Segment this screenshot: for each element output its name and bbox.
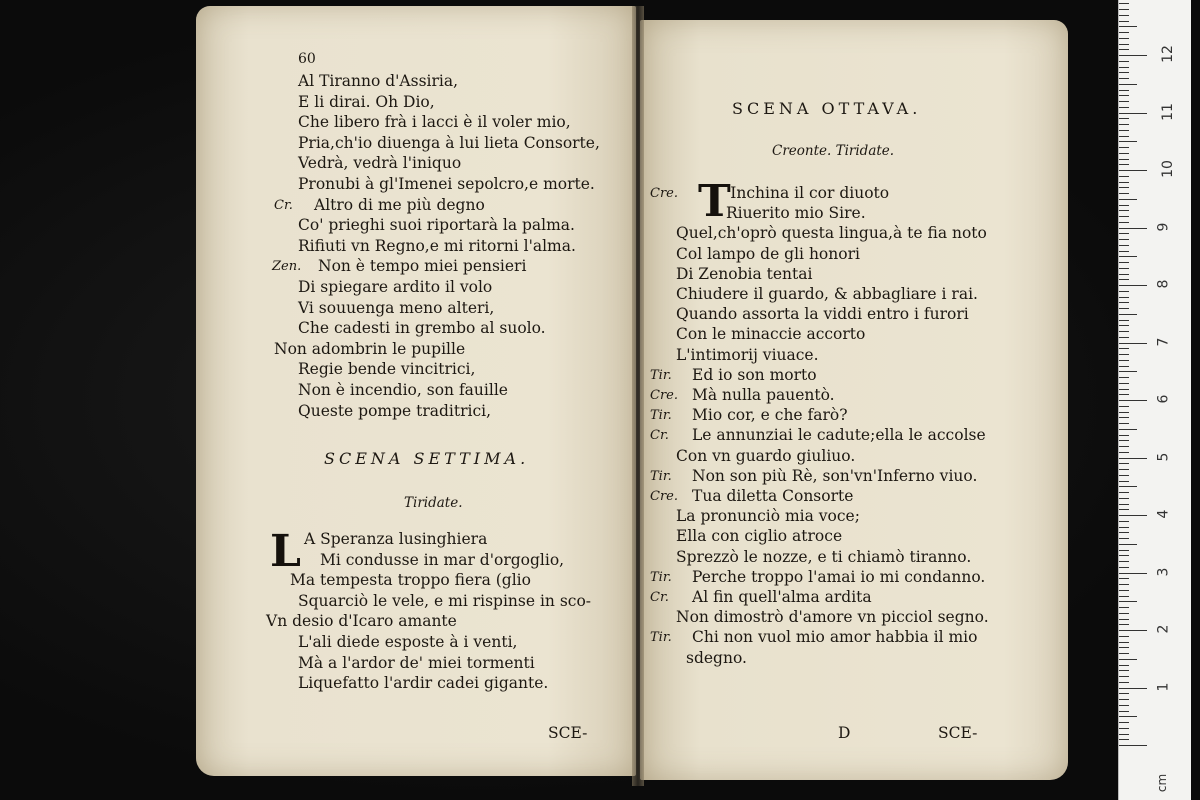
verse-line: Regie bende vincitrici,	[298, 360, 476, 379]
dialogue-line: Mà nulla pauentò.	[692, 386, 835, 404]
ruler-tick	[1119, 682, 1129, 683]
ruler-tick	[1119, 446, 1129, 447]
ruler-tick	[1119, 665, 1129, 666]
ruler-tick	[1119, 573, 1147, 574]
ruler-tick	[1119, 21, 1129, 22]
book-gutter	[632, 6, 644, 786]
ruler-tick	[1119, 567, 1129, 568]
ruler-tick	[1119, 193, 1129, 194]
ruler-tick	[1119, 693, 1129, 694]
verse-line: Altro di me più degno	[314, 195, 485, 214]
signature-mark: D	[838, 724, 851, 742]
drop-cap: T	[698, 176, 731, 227]
ruler-tick	[1119, 458, 1147, 459]
ruler-tick	[1119, 107, 1129, 108]
ruler-tick	[1119, 636, 1129, 637]
ruler-tick	[1119, 222, 1129, 223]
dialogue-line: Riuerito mio Sire.	[726, 204, 866, 223]
dialogue-line: Ella con ciglio atroce	[676, 527, 843, 546]
verse-line: Ma tempesta troppo fiera (glio	[290, 571, 531, 590]
ruler-tick	[1119, 653, 1129, 654]
right-page	[640, 20, 1068, 780]
ruler-tick	[1119, 555, 1129, 556]
ruler-tick	[1119, 515, 1147, 516]
speaker-label: Tir.	[650, 630, 672, 646]
ruler-tick	[1119, 136, 1129, 137]
ruler-number: 8	[1155, 279, 1172, 289]
ruler-tick	[1119, 159, 1129, 160]
speaker-label: Zen.	[272, 259, 302, 275]
ruler-tick	[1119, 360, 1129, 361]
ruler-number: 4	[1155, 509, 1172, 519]
ruler-tick	[1119, 417, 1129, 418]
ruler-tick	[1119, 67, 1129, 68]
ruler-tick	[1119, 320, 1129, 321]
verse-line: Rifiuti vn Regno,e mi ritorni l'alma.	[298, 236, 576, 255]
ruler-tick	[1119, 435, 1129, 436]
dialogue-line: Le annunziai le cadute;ella le accolse	[692, 426, 986, 445]
ruler-number: 10	[1159, 160, 1176, 178]
ruler-tick	[1119, 124, 1129, 125]
ruler-tick	[1119, 578, 1129, 579]
ruler-tick	[1119, 262, 1129, 263]
ruler-tick	[1119, 734, 1129, 735]
verse-line: Vi souuenga meno alteri,	[298, 298, 495, 317]
ruler-tick	[1119, 348, 1129, 349]
ruler-tick	[1119, 716, 1137, 717]
ruler-tick	[1119, 118, 1129, 119]
left-page	[196, 6, 636, 776]
ruler-tick	[1119, 78, 1129, 79]
ruler-tick	[1119, 659, 1137, 660]
ruler-tick	[1119, 498, 1129, 499]
speaker-label: Tir.	[650, 367, 672, 383]
ruler-tick	[1119, 739, 1129, 740]
catchword: SCE-	[938, 724, 978, 742]
dialogue-line: La pronunciò mia voce;	[676, 507, 860, 526]
ruler-tick	[1119, 44, 1129, 45]
ruler-tick	[1119, 251, 1129, 252]
ruler-tick	[1119, 90, 1129, 91]
ruler-tick	[1119, 584, 1129, 585]
dialogue-line: L'intimorij viuace.	[676, 345, 819, 364]
dialogue-line: Ed io son morto	[692, 365, 817, 384]
ruler-tick	[1119, 291, 1129, 292]
ruler-tick	[1119, 492, 1129, 493]
ruler-tick	[1119, 308, 1129, 309]
ruler-tick	[1119, 670, 1129, 671]
ruler-tick	[1119, 297, 1129, 298]
ruler-number: 6	[1155, 394, 1172, 404]
verse-line: A Speranza lusinghiera	[304, 530, 488, 548]
verse-line: E li dirai. Oh Dio,	[298, 92, 435, 111]
ruler-tick	[1119, 619, 1129, 620]
speaker-label: Tir.	[650, 468, 672, 484]
verse-line: Non adombrin le pupille	[274, 339, 466, 358]
ruler-tick	[1119, 55, 1147, 56]
ruler-tick	[1119, 590, 1129, 591]
speaker-label: Tir.	[650, 569, 672, 585]
ruler-tick	[1119, 481, 1129, 482]
ruler-number: 1	[1155, 682, 1172, 691]
scene-character: Tiridate.	[404, 495, 463, 511]
ruler-tick	[1119, 84, 1137, 85]
verse-line: Liquefatto l'ardir cadei gigante.	[298, 674, 549, 693]
ruler-tick	[1119, 538, 1129, 539]
dialogue-line: sdegno.	[686, 648, 747, 667]
ruler-tick	[1119, 279, 1129, 280]
ruler-tick	[1119, 676, 1129, 677]
ruler-tick	[1119, 101, 1129, 102]
ruler-tick	[1119, 722, 1129, 723]
ruler-tick	[1119, 596, 1129, 597]
dialogue-line: Mio cor, e che farò?	[692, 406, 848, 425]
ruler-tick	[1119, 486, 1137, 487]
speaker-label: Cr.	[274, 197, 293, 213]
ruler-tick	[1119, 544, 1137, 545]
ruler-tick	[1119, 613, 1129, 614]
ruler-tick	[1119, 366, 1129, 367]
dialogue-line: Con le minaccie accorto	[676, 325, 866, 344]
ruler-tick	[1119, 429, 1137, 430]
ruler-tick	[1119, 325, 1129, 326]
ruler-tick	[1119, 314, 1137, 315]
ruler-tick	[1119, 210, 1129, 211]
ruler-tick	[1119, 141, 1137, 142]
ruler-tick	[1119, 527, 1129, 528]
catchword: SCE-	[548, 724, 588, 742]
verse-line: Queste pompe traditrici,	[298, 401, 492, 420]
ruler-unit-label: cm	[1155, 773, 1170, 793]
measurement-ruler	[1118, 0, 1191, 800]
verse-line: Vedrà, vedrà l'iniquo	[298, 154, 462, 173]
ruler-tick	[1119, 607, 1129, 608]
ruler-tick	[1119, 630, 1147, 631]
ruler-tick	[1119, 705, 1129, 706]
dialogue-line: Perche troppo l'amai io mi condanno.	[692, 567, 986, 586]
ruler-number: 9	[1155, 222, 1172, 231]
ruler-tick	[1119, 205, 1129, 206]
speaker-label: Cre.	[650, 186, 678, 201]
ruler-tick	[1119, 509, 1129, 510]
verse-line: Di spiegare ardito il volo	[298, 278, 493, 296]
verse-line: Mà a l'ardor de' miei tormenti	[298, 653, 535, 672]
ruler-number: 3	[1155, 567, 1172, 576]
ruler-tick	[1119, 61, 1129, 62]
ruler-tick	[1119, 9, 1129, 10]
ruler-tick	[1119, 699, 1129, 700]
verse-line: Squarciò le vele, e mi rispinse in sco-	[298, 591, 592, 610]
ruler-tick	[1119, 377, 1129, 378]
ruler-tick	[1119, 383, 1129, 384]
verse-line: Non è incendio, son fauille	[298, 381, 508, 399]
ruler-tick	[1119, 389, 1129, 390]
verse-line: Non è tempo miei pensieri	[318, 257, 527, 276]
verse-line: Mi condusse in mar d'orgoglio,	[320, 550, 565, 569]
ruler-tick	[1119, 463, 1129, 464]
ruler-tick	[1119, 147, 1129, 148]
dialogue-line: Sprezzò le nozze, e ti chiamò tiranno.	[676, 547, 972, 566]
ruler-tick	[1119, 15, 1129, 16]
ruler-tick	[1119, 452, 1129, 453]
dialogue-line: Tua diletta Consorte	[692, 487, 854, 505]
ruler-tick	[1119, 745, 1147, 746]
ruler-number: 11	[1159, 102, 1176, 121]
ruler-tick	[1119, 371, 1137, 372]
verse-line: Co' prieghi suoi riportarà la palma.	[298, 216, 575, 235]
ruler-tick	[1119, 550, 1129, 551]
ruler-tick	[1119, 245, 1129, 246]
dialogue-line: Chiudere il guardo, & abbagliare i rai.	[676, 285, 978, 303]
verse-line: Che cadesti in grembo al suolo.	[298, 319, 546, 338]
dialogue-line: Al fin quell'alma ardita	[692, 588, 872, 606]
ruler-tick	[1119, 268, 1129, 269]
ruler-tick	[1119, 182, 1129, 183]
ruler-tick	[1119, 423, 1129, 424]
ruler-tick	[1119, 95, 1129, 96]
verse-line: Che libero frà i lacci è il voler mio,	[298, 113, 571, 132]
scene-heading: SCENA OTTAVA.	[732, 99, 922, 118]
ruler-tick	[1119, 337, 1129, 338]
speaker-label: Cr.	[650, 590, 669, 605]
ruler-tick	[1119, 624, 1129, 625]
ruler-tick	[1119, 469, 1129, 470]
ruler-tick	[1119, 647, 1129, 648]
dialogue-line: Di Zenobia tentai	[676, 264, 813, 283]
ruler-tick	[1119, 164, 1129, 165]
ruler-tick	[1119, 49, 1129, 50]
speaker-label: Cre.	[650, 388, 678, 403]
speaker-label: Cre.	[650, 489, 678, 504]
dialogue-line: Non son più Rè, son'vn'Inferno viuo.	[692, 466, 978, 485]
ruler-tick	[1119, 521, 1129, 522]
ruler-tick	[1119, 228, 1147, 229]
page-number: 60	[298, 51, 316, 67]
speaker-label: Tir.	[650, 408, 672, 424]
ruler-number: 12	[1159, 45, 1176, 63]
ruler-tick	[1119, 216, 1129, 217]
speaker-label: Cr.	[650, 428, 669, 444]
verse-line: Pria,ch'io diuenga à lui lieta Consorte,	[298, 133, 600, 152]
ruler-tick	[1119, 72, 1129, 73]
ruler-tick	[1119, 711, 1129, 712]
dialogue-line: Chi non vuol mio amor habbia il mio	[692, 628, 978, 647]
ruler-tick	[1119, 532, 1129, 533]
ruler-tick	[1119, 728, 1129, 729]
ruler-tick	[1119, 394, 1129, 395]
dialogue-line: Con vn guardo giuliuo.	[676, 446, 856, 465]
ruler-tick	[1119, 274, 1129, 275]
verse-line: Pronubi à gl'Imenei sepolcro,e morte.	[298, 175, 595, 193]
dialogue-line: 'Inchina il cor diuoto	[726, 184, 890, 202]
ruler-tick	[1119, 601, 1137, 602]
ruler-number: 7	[1155, 337, 1172, 346]
ruler-tick	[1119, 642, 1129, 643]
ruler-tick	[1119, 113, 1147, 114]
verse-line: L'ali diede esposte à i venti,	[298, 633, 518, 651]
ruler-number: 2	[1155, 624, 1172, 634]
ruler-tick	[1119, 233, 1129, 234]
ruler-tick	[1119, 504, 1129, 505]
ruler-tick	[1119, 688, 1147, 689]
ruler-tick	[1119, 302, 1129, 303]
drop-cap: L	[270, 526, 301, 577]
ruler-tick	[1119, 239, 1129, 240]
ruler-tick	[1119, 26, 1137, 27]
ruler-tick	[1119, 256, 1137, 257]
ruler-tick	[1119, 354, 1129, 355]
verse-line: Al Tiranno d'Assiria,	[298, 72, 459, 90]
ruler-tick	[1119, 32, 1129, 33]
ruler-tick	[1119, 343, 1147, 344]
ruler-tick	[1119, 440, 1129, 441]
open-book	[196, 6, 1076, 792]
ruler-tick	[1119, 199, 1137, 200]
dialogue-line: Quel,ch'oprò questa lingua,à te fia noto	[676, 224, 987, 243]
ruler-tick	[1119, 187, 1129, 188]
ruler-tick	[1119, 130, 1129, 131]
scene-characters: Creonte. Tiridate.	[772, 143, 895, 159]
ruler-tick	[1119, 400, 1147, 401]
ruler-tick	[1119, 3, 1129, 4]
ruler-number: 5	[1155, 452, 1172, 461]
ruler-tick	[1119, 475, 1129, 476]
verse-line: Vn desio d'Icaro amante	[266, 612, 457, 631]
ruler-tick	[1119, 561, 1129, 562]
ruler-tick	[1119, 38, 1129, 39]
ruler-tick	[1119, 170, 1147, 171]
scene-heading: SCENA SETTIMA.	[324, 449, 530, 468]
ruler-tick	[1119, 412, 1129, 413]
ruler-tick	[1119, 176, 1129, 177]
dialogue-line: Col lampo de gli honori	[676, 244, 860, 263]
dialogue-line: Non dimostrò d'amore vn picciol segno.	[676, 608, 989, 627]
ruler-tick	[1119, 285, 1147, 286]
dialogue-line: Quando assorta la viddi entro i furori	[676, 305, 969, 324]
ruler-tick	[1119, 406, 1129, 407]
ruler-tick	[1119, 153, 1129, 154]
ruler-tick	[1119, 331, 1129, 332]
